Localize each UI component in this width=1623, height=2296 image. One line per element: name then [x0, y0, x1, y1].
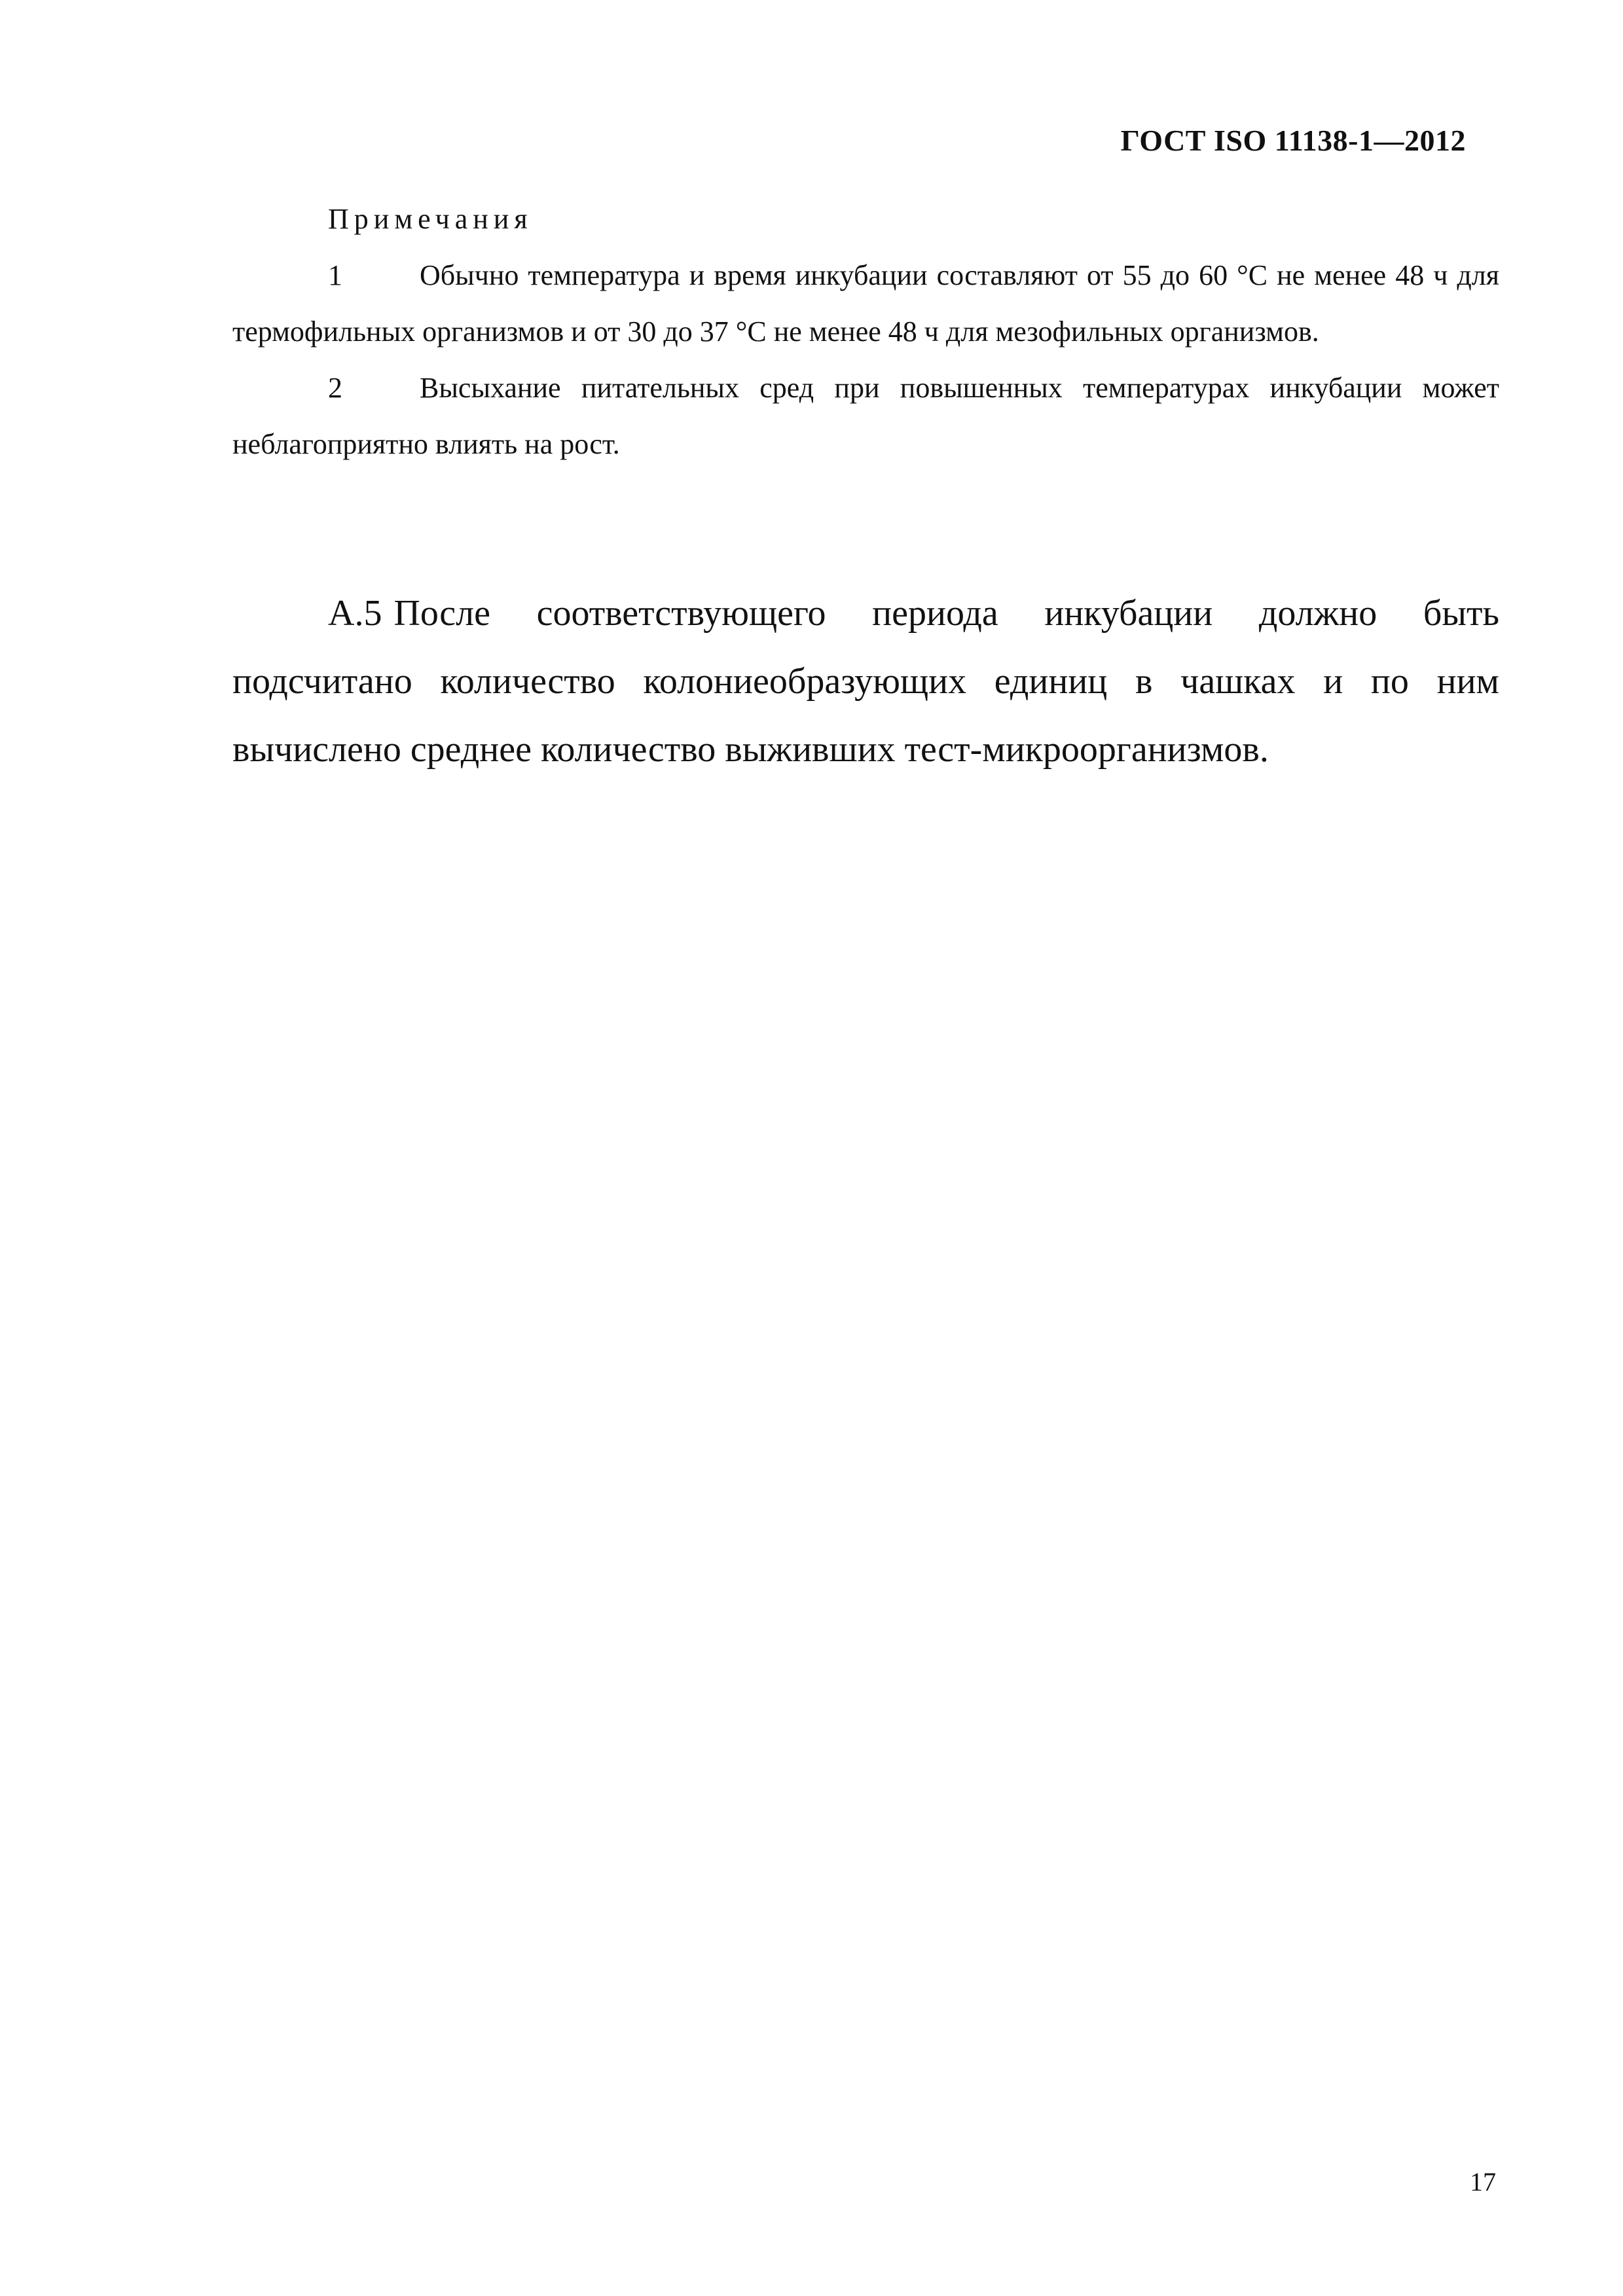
section-number: А.5 — [328, 593, 382, 634]
note-item-1 — [232, 247, 1499, 360]
note-item-2 — [232, 360, 1499, 473]
note-text: Обычно температура и время инкубации составляют от 55 до 60 °С не менее 48 ч для термофильных организмов и от 30 до 37 °С не менее 48 ч для мезофильных организмов. — [232, 259, 1499, 348]
notes-title: Примечания — [328, 203, 533, 235]
section-text: После соответствующего периода инкубации должно быть подсчитано количество колониеобразующих единиц в чашках и по ним вычислено среднее количество выживших тест-микроорганизмов. — [232, 593, 1499, 770]
page-number: 17 — [1470, 2167, 1496, 2197]
document-code-header: ГОСТ ISO 11138-1—2012 — [1120, 124, 1466, 157]
section-paragraph — [232, 579, 1499, 783]
note-number: 1 — [328, 259, 342, 291]
note-text: Высыхание питательных сред при повышенных температурах инкубации может неблагоприятно влиять на рост. — [232, 372, 1499, 460]
notes-block — [232, 191, 1499, 473]
note-number: 2 — [328, 372, 342, 404]
